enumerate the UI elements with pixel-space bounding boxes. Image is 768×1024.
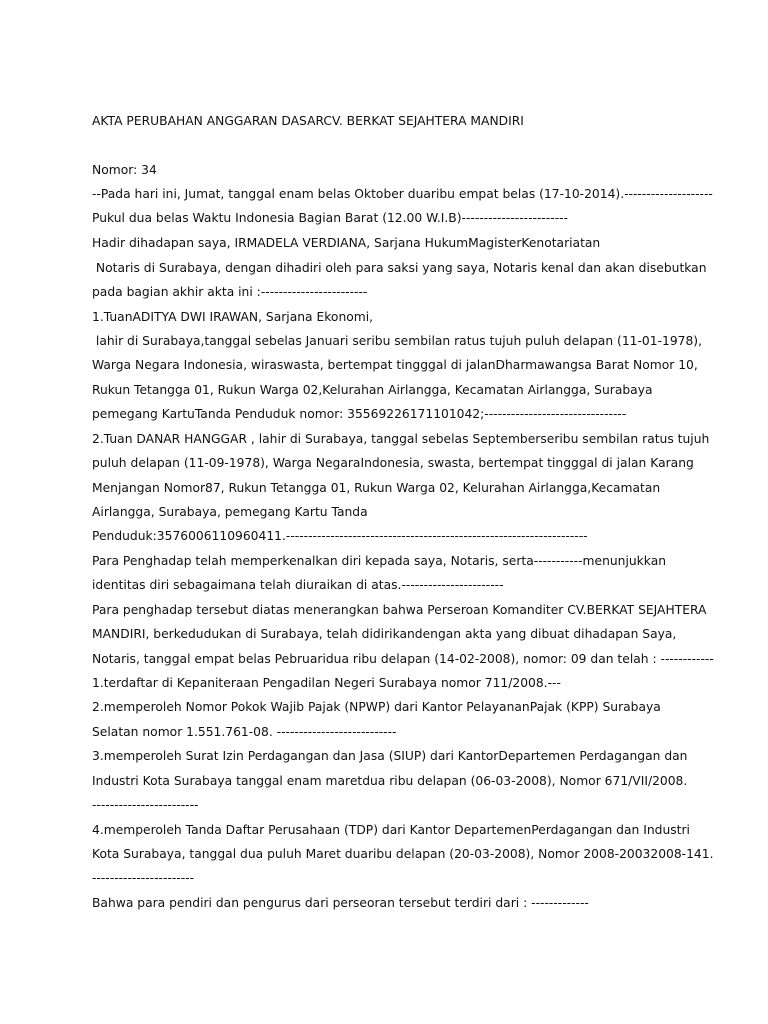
text-line: identitas diri sebagaimana telah diuraikan di atas.----------------------- <box>92 578 504 592</box>
text-line: Nomor: 34 <box>92 163 157 177</box>
text-line: Notaris di Surabaya, dengan dihadiri oleh para saksi yang saya, Notaris kenal dan akan disebutkan <box>92 261 707 275</box>
text-line: Industri Kota Surabaya tanggal enam maretdua ribu delapan (06-03-2008), Nomor 671/VII/2008. <box>92 774 688 788</box>
text-line: pada bagian akhir akta ini :------------------------ <box>92 285 368 299</box>
text-line: lahir di Surabaya,tanggal sebelas Januari seribu sembilan ratus tujuh puluh delapan (11-01-1978), <box>92 334 702 348</box>
text-line: --Pada hari ini, Jumat, tanggal enam belas Oktober duaribu empat belas (17-10-2014).-------------------- <box>92 187 713 201</box>
text-line: 1.terdaftar di Kepaniteraan Pengadilan Negeri Surabaya nomor 711/2008.--- <box>92 676 561 690</box>
text-line: ------------------------ <box>92 798 199 812</box>
document-title: AKTA PERUBAHAN ANGGARAN DASARCV. BERKAT SEJAHTERA MANDIRI <box>92 114 524 128</box>
text-line: Airlangga, Surabaya, pemegang Kartu Tanda <box>92 505 368 519</box>
text-line: 1.TuanADITYA DWI IRAWAN, Sarjana Ekonomi, <box>92 310 374 324</box>
text-line: pemegang KartuTanda Penduduk nomor: 35569226171101042;-------------------------------- <box>92 407 627 421</box>
text-line: ----------------------- <box>92 871 195 885</box>
text-line: Para penghadap tersebut diatas menerangkan bahwa Perseroan Komanditer CV.BERKAT SEJAHTERA <box>92 603 707 617</box>
text-line: MANDIRI, berkedudukan di Surabaya, telah didirikandengan akta yang dibuat dihadapan Saya, <box>92 627 677 641</box>
text-line: Para Penghadap telah memperkenalkan diri kepada saya, Notaris, serta-----------menunjukkan <box>92 554 667 568</box>
text-line: Menjangan Nomor87, Rukun Tetangga 01, Rukun Warga 02, Kelurahan Airlangga,Kecamatan <box>92 481 661 495</box>
text-line: 3.memperoleh Surat Izin Perdagangan dan Jasa (SIUP) dari KantorDepartemen Perdagangan dan <box>92 749 688 763</box>
text-line: Warga Negara Indonesia, wiraswasta, bertempat tingggal di jalanDharmawangsa Barat Nomor 10, <box>92 358 698 372</box>
text-line: Rukun Tetangga 01, Rukun Warga 02,Kelurahan Airlangga, Kecamatan Airlangga, Surabaya <box>92 383 653 397</box>
text-line: Selatan nomor 1.551.761-08. --------------------------- <box>92 725 397 739</box>
text-line: Penduduk:3576006110960411.-------------------------------------------------------------------- <box>92 529 588 543</box>
text-line: Bahwa para pendiri dan pengurus dari perseoran tersebut terdiri dari : ------------- <box>92 896 589 910</box>
text-line: Kota Surabaya, tanggal dua puluh Maret duaribu delapan (20-03-2008), Nomor 2008-20032008-141. <box>92 847 714 861</box>
text-line: 2.Tuan DANAR HANGGAR , lahir di Surabaya, tanggal sebelas Septemberseribu sembilan ratus tujuh <box>92 432 710 446</box>
text-line: 4.memperoleh Tanda Daftar Perusahaan (TDP) dari Kantor DepartemenPerdagangan dan Industri <box>92 823 690 837</box>
text-line: Notaris, tanggal empat belas Pebruaridua ribu delapan (14-02-2008), nomor: 09 dan telah : ------------ <box>92 652 714 666</box>
text-line: puluh delapan (11-09-1978), Warga NegaraIndonesia, swasta, bertempat tingggal di jalan Karang <box>92 456 694 470</box>
text-line: Pukul dua belas Waktu Indonesia Bagian Barat (12.00 W.I.B)------------------------ <box>92 211 569 225</box>
text-line: Hadir dihadapan saya, IRMADELA VERDIANA, Sarjana HukumMagisterKenotariatan <box>92 236 601 250</box>
text-line: 2.memperoleh Nomor Pokok Wajib Pajak (NPWP) dari Kantor PelayananPajak (KPP) Surabaya <box>92 700 661 714</box>
